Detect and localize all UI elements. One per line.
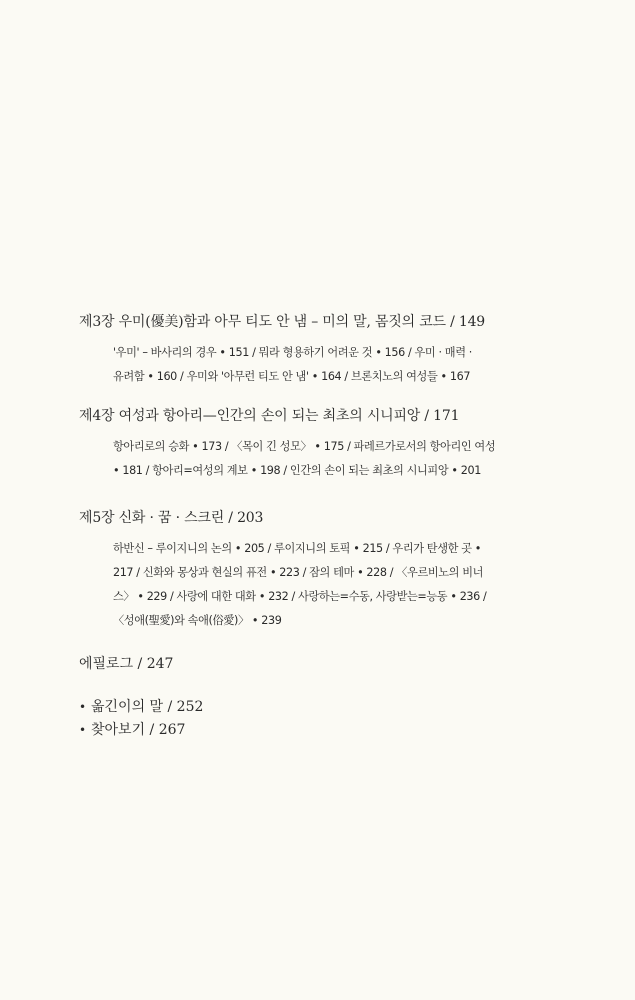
subsection-line: 유려함 • 160 / 우미와 '아무런 티도 안 냄' • 164 / 브론치노의 여성들 • 167 xyxy=(113,370,471,383)
subsection-line: 스〉 • 229 / 사랑에 대한 대화 • 232 / 사랑하는=수동, 사랑받는=능동 • 236 / xyxy=(113,590,487,603)
bullet-icon: • xyxy=(79,723,87,737)
subsection-line: '우미' – 바사리의 경우 • 151 / 뭐라 형용하기 어려운 것 • 156 / 우미 · 매력 · xyxy=(113,346,472,359)
chapter-title: 제4장 여성과 항아리—인간의 손이 되는 최초의 시니피앙 / 171 xyxy=(79,408,460,424)
chapter-title: 제5장 신화 · 꿈 · 스크린 / 203 xyxy=(79,510,264,526)
toc-entry-label: 옮긴이의 말 / 252 xyxy=(91,699,204,715)
bullet-icon: • xyxy=(79,700,87,714)
toc-translator-note xyxy=(79,697,203,717)
toc-index xyxy=(79,720,185,740)
toc-epilogue: 에필로그 / 247 xyxy=(79,656,174,672)
subsection-line: 항아리로의 승화 • 173 / 〈목이 긴 성모〉 • 175 / 파레르가로서의 항아리인 여성 xyxy=(113,440,496,453)
chapter-subsections xyxy=(113,537,545,633)
chapter-subsections xyxy=(113,341,545,389)
toc-chapter-5 xyxy=(79,508,599,633)
subsection-line: 〈성애(聖愛)와 속애(俗愛)〉 • 239 xyxy=(113,614,282,627)
toc-chapter-4 xyxy=(79,406,599,483)
subsection-line: • 181 / 항아리=여성의 계보 • 198 / 인간의 손이 되는 최초의 시니피앙 • 201 xyxy=(113,464,481,477)
chapter-title: 제3장 우미(優美)함과 아무 티도 안 냄 – 미의 말, 몸짓의 코드 / 149 xyxy=(79,314,486,330)
toc-entry-label: 찾아보기 / 267 xyxy=(91,722,186,738)
chapter-subsections xyxy=(113,435,545,483)
toc-chapter-3 xyxy=(79,312,599,389)
subsection-line: 하반신 – 루이지니의 논의 • 205 / 루이지니의 토픽 • 215 / 우리가 탄생한 곳 • xyxy=(113,542,481,555)
subsection-line: 217 / 신화와 몽상과 현실의 퓨전 • 223 / 잠의 테마 • 228 / 〈우르비노의 비너 xyxy=(113,566,484,579)
